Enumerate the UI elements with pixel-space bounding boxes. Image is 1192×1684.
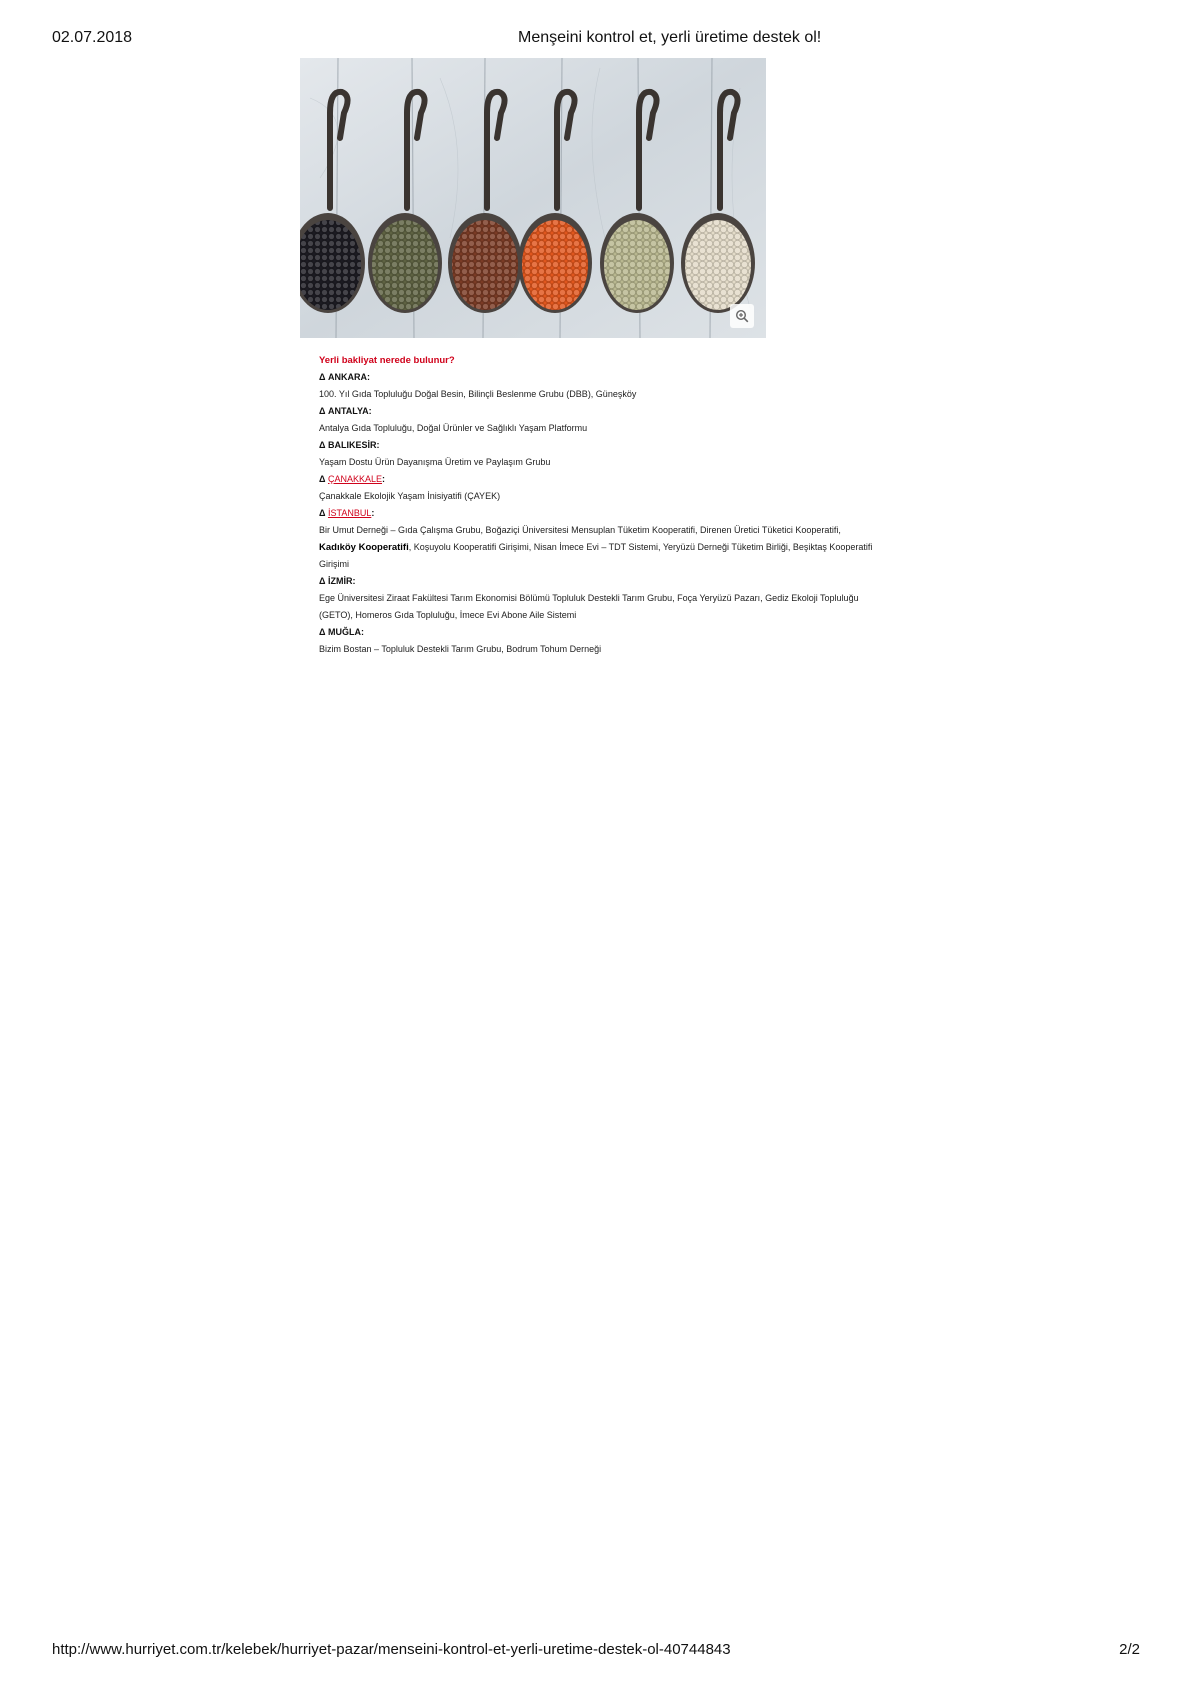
city-canakkale — [319, 471, 879, 488]
city-istanbul-list — [319, 522, 879, 573]
istanbul-list-part-1: Bir Umut Derneği – Gıda Çalışma Grubu, Boğaziçi Üniversitesi Mensuplan Tüketim Kooperatifi, Direnen Üretici Tüketici Kooperatifi, — [319, 525, 841, 535]
zoom-button[interactable] — [730, 304, 754, 328]
print-page-number: 2/2 — [1119, 1641, 1140, 1658]
city-canakkale-list: Çanakkale Ekolojik Yaşam İnisiyatifi (ÇAYEK) — [319, 491, 501, 501]
city-suffix: : — [371, 508, 375, 518]
city-ankara: Δ ANKARA: — [319, 372, 370, 382]
istanbul-list-part-2: , Koşuyolu Kooperatifi Girişimi, Nisan İmece Evi – TDT Sistemi, Yeryüzü Derneği Tüketim Birliği, Beşiktaş Kooperatifi Girişimi — [319, 542, 873, 569]
city-prefix: Δ — [319, 474, 328, 484]
city-antalya-list: Antalya Gıda Topluluğu, Doğal Ürünler ve Sağlıklı Yaşam Platformu — [319, 423, 588, 433]
city-ankara-list: 100. Yıl Gıda Topluluğu Doğal Besin, Bilinçli Beslenme Grubu (DBB), Güneşköy — [319, 389, 637, 399]
city-izmir-list: Ege Üniversitesi Ziraat Fakültesi Tarım Ekonomisi Bölümü Topluluk Destekli Tarım Grubu, Foça Yeryüzü Pazarı, Gediz Ekoloji Topluluğu (GETO), Homeros Gıda Topluluğu, İmece Evi Abone Aile Sistemi — [319, 593, 859, 620]
city-mugla: Δ MUĞLA: — [319, 627, 364, 637]
city-antalya: Δ ANTALYA: — [319, 406, 372, 416]
canakkale-link[interactable]: ÇANAKKALE — [327, 474, 383, 484]
city-suffix: : — [382, 474, 386, 484]
print-url: http://www.hurriyet.com.tr/kelebek/hurriyet-pazar/menseini-kontrol-et-yerli-uretime-destek-ol-40744843 — [52, 1641, 731, 1658]
istanbul-link[interactable]: İSTANBUL — [327, 508, 372, 518]
city-balikesir: Δ BALIKESİR: — [319, 440, 380, 450]
city-balikesir-list: Yaşam Dostu Ürün Dayanışma Üretim ve Paylaşım Grubu — [319, 457, 551, 467]
kadikoy-kooperatifi: Kadıköy Kooperatifi — [319, 542, 409, 553]
print-date: 02.07.2018 — [52, 29, 133, 46]
city-izmir: Δ İZMİR: — [319, 576, 356, 586]
hero-image — [300, 58, 766, 338]
spoons-of-legumes-image — [300, 58, 766, 338]
article-heading: Yerli bakliyat nerede bulunur? — [319, 355, 455, 366]
city-mugla-list: Bizim Bostan – Topluluk Destekli Tarım Grubu, Bodrum Tohum Derneği — [319, 644, 602, 654]
zoom-in-icon — [735, 309, 749, 323]
print-title: Menşeini kontrol et, yerli üretime destek ol! — [518, 29, 822, 46]
city-istanbul — [319, 505, 879, 522]
city-prefix: Δ — [319, 508, 328, 518]
article-body — [319, 352, 879, 658]
